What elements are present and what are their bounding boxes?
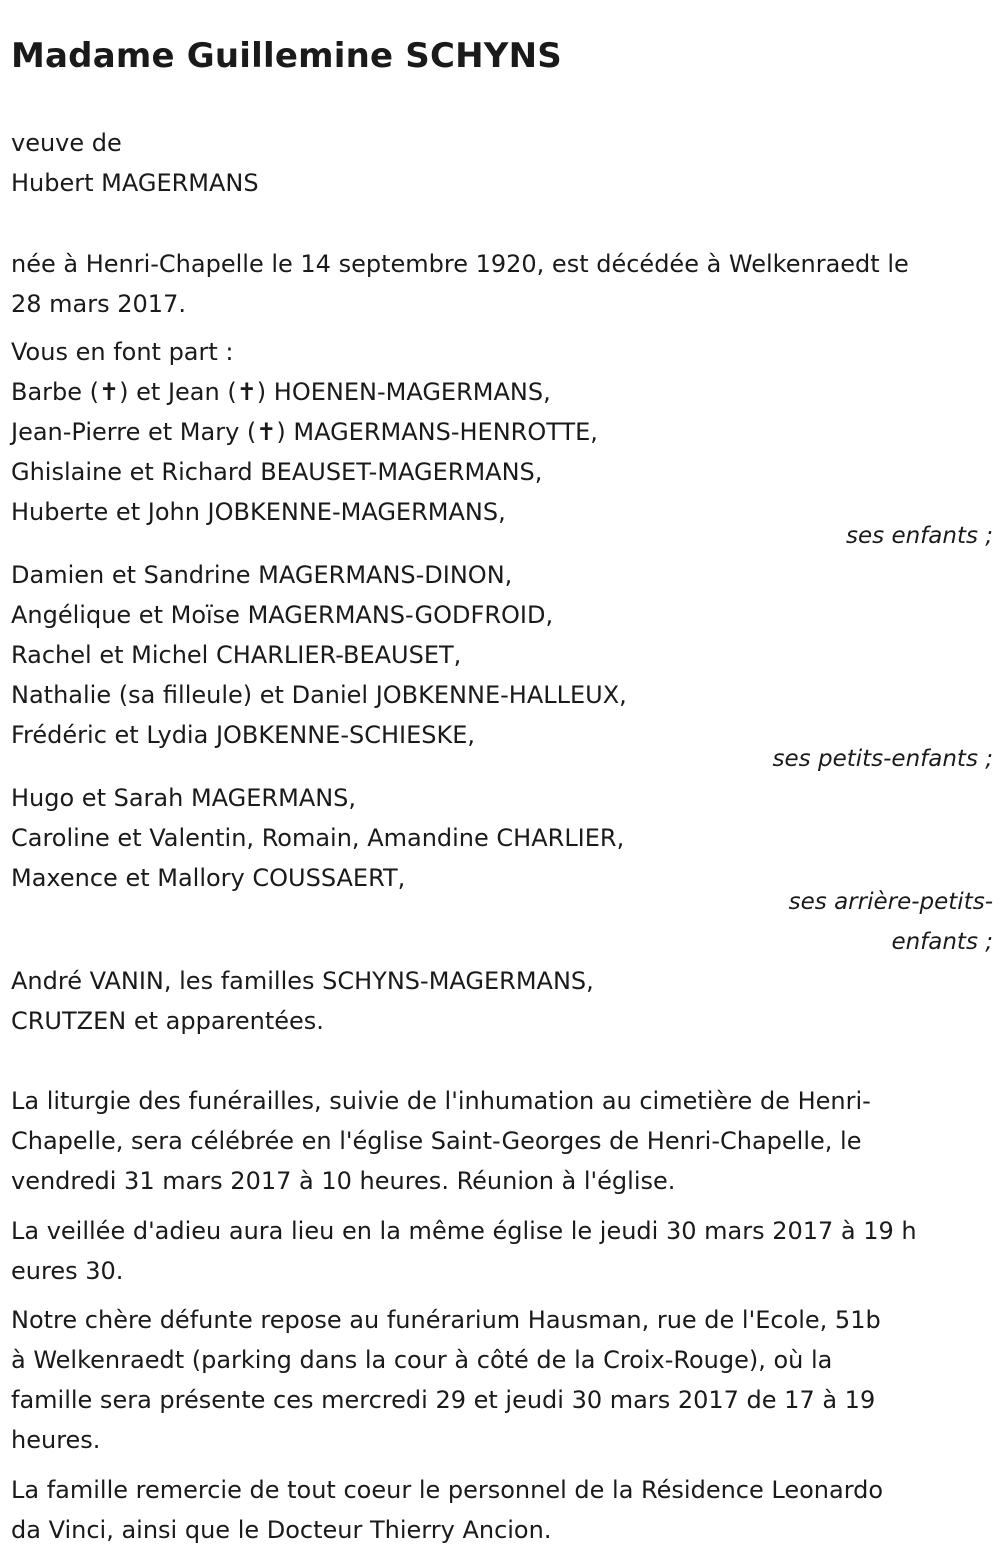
birth-death-paragraph — [11, 244, 993, 324]
grandchild-entry: Angélique et Moïse MAGERMANS-GODFROID, — [11, 601, 554, 629]
grandchild-entry: Nathalie (sa filleule) et Daniel JOBKENNE-HALLEUX, — [11, 681, 627, 709]
thanks-line: da Vinci, ainsi que le Docteur Thierry Ancion. — [11, 1516, 552, 1544]
vigil-line: eures 30. — [11, 1257, 124, 1285]
funerarium-line: Notre chère défunte repose au funérarium Hausman, rue de l'Ecole, 51b — [11, 1306, 881, 1334]
other-family-block — [11, 961, 993, 1041]
deceased-name-title: Madame Guillemine SCHYNS — [11, 36, 562, 76]
great-grandchildren-role-line: ses arrière-petits- — [788, 889, 993, 915]
birth-death-line: 28 mars 2017. — [11, 290, 186, 318]
birth-death-line: née à Henri-Chapelle le 14 septembre 1920, est décédée à Welkenraedt le — [11, 250, 909, 278]
great-grandchild-entry: Caroline et Valentin, Romain, Amandine CHARLIER, — [11, 824, 625, 852]
great-grandchild-entry: Maxence et Mallory COUSSAERT, — [11, 864, 406, 892]
grandchildren-block — [11, 555, 993, 755]
widow-of-block — [11, 123, 993, 203]
grandchildren-role-label: ses petits-enfants ; — [772, 746, 993, 772]
great-grandchildren-role-label — [789, 882, 993, 962]
liturgy-paragraph — [11, 1081, 993, 1201]
thanks-line: La famille remercie de tout coeur le personnel de la Résidence Leonardo — [11, 1476, 884, 1504]
other-family-line: André VANIN, les familles SCHYNS-MAGERMANS, — [11, 967, 594, 995]
great-grandchild-entry: Hugo et Sarah MAGERMANS, — [11, 784, 357, 812]
liturgy-line: vendredi 31 mars 2017 à 10 heures. Réunion à l'église. — [11, 1167, 676, 1195]
funerarium-line: à Welkenraedt (parking dans la cour à côté de la Croix-Rouge), où la — [11, 1346, 833, 1374]
funerarium-line: heures. — [11, 1426, 101, 1454]
vigil-line: La veillée d'adieu aura lieu en la même église le jeudi 30 mars 2017 à 19 h — [11, 1217, 917, 1245]
widow-label: veuve de — [11, 129, 122, 157]
funerarium-line: famille sera présente ces mercredi 29 et jeudi 30 mars 2017 de 17 à 19 — [11, 1386, 876, 1414]
children-block — [11, 332, 993, 532]
liturgy-line: La liturgie des funérailles, suivie de l'inhumation au cimetière de Henri- — [11, 1087, 871, 1115]
child-entry: Ghislaine et Richard BEAUSET-MAGERMANS, — [11, 458, 543, 486]
announcement-intro: Vous en font part : — [11, 338, 234, 366]
vigil-paragraph — [11, 1211, 993, 1291]
grandchild-entry: Damien et Sandrine MAGERMANS-DINON, — [11, 561, 513, 589]
other-family-line: CRUTZEN et apparentées. — [11, 1007, 324, 1035]
great-grandchildren-block — [11, 778, 993, 898]
spouse-name: Hubert MAGERMANS — [11, 169, 259, 197]
great-grandchildren-role-line: enfants ; — [891, 929, 993, 955]
child-entry: Jean-Pierre et Mary (✝) MAGERMANS-HENROTTE, — [11, 418, 598, 446]
liturgy-line: Chapelle, sera célébrée en l'église Saint-Georges de Henri-Chapelle, le — [11, 1127, 862, 1155]
funerarium-paragraph — [11, 1300, 993, 1460]
grandchild-entry: Rachel et Michel CHARLIER-BEAUSET, — [11, 641, 462, 669]
child-entry: Huberte et John JOBKENNE-MAGERMANS, — [11, 498, 506, 526]
thanks-paragraph — [11, 1470, 993, 1550]
grandchild-entry: Frédéric et Lydia JOBKENNE-SCHIESKE, — [11, 721, 476, 749]
child-entry: Barbe (✝) et Jean (✝) HOENEN-MAGERMANS, — [11, 378, 551, 406]
children-role-label: ses enfants ; — [846, 523, 993, 549]
